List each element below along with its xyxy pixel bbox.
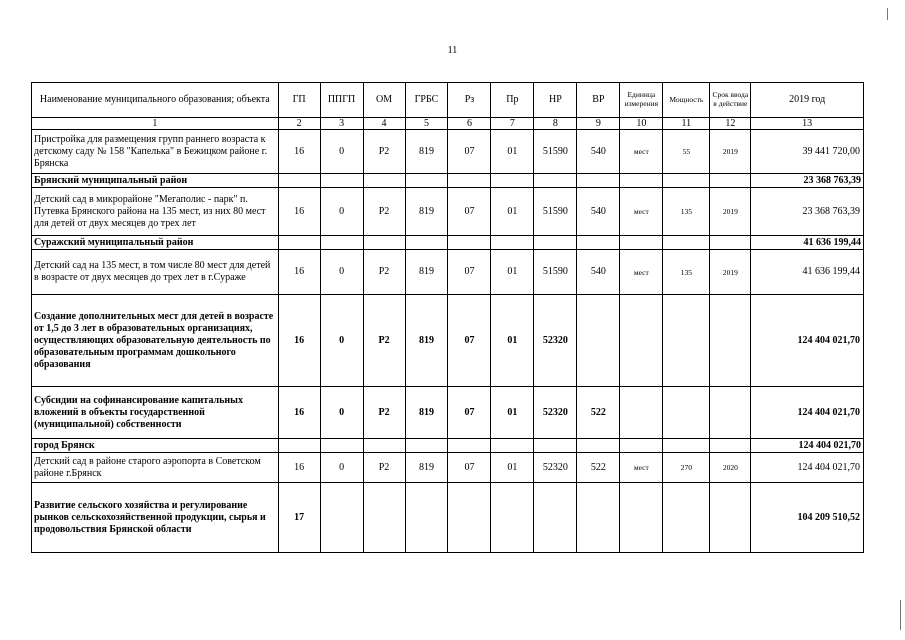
cell-gp: 16 bbox=[278, 387, 320, 439]
cell-rz: 07 bbox=[448, 295, 491, 387]
header-unit: Единица измерения bbox=[620, 83, 663, 118]
region-row bbox=[32, 236, 864, 250]
cell-om: Р2 bbox=[363, 188, 405, 236]
cell-vr bbox=[577, 483, 620, 553]
table-row bbox=[32, 387, 864, 439]
cell-nr: 52320 bbox=[534, 387, 577, 439]
cell-ppgp: 0 bbox=[320, 188, 363, 236]
header-nr: НР bbox=[534, 83, 577, 118]
cell-unit bbox=[620, 295, 663, 387]
cell-pr: 01 bbox=[491, 250, 534, 295]
cell-nr: 51590 bbox=[534, 188, 577, 236]
column-number: 5 bbox=[405, 118, 448, 130]
cell-vr: 522 bbox=[577, 453, 620, 483]
region-sum: 41 636 199,44 bbox=[751, 236, 864, 250]
cell-pr: 01 bbox=[491, 387, 534, 439]
cell-om: Р2 bbox=[363, 250, 405, 295]
cell-sum: 39 441 720,00 bbox=[751, 130, 864, 174]
header-ppgp: ППГП bbox=[320, 83, 363, 118]
column-number: 9 bbox=[577, 118, 620, 130]
cell-gp: 16 bbox=[278, 453, 320, 483]
cell-unit bbox=[620, 387, 663, 439]
cell-capacity bbox=[663, 387, 710, 439]
scan-edge-mark-top bbox=[887, 8, 888, 20]
column-number: 8 bbox=[534, 118, 577, 130]
cell-sum: 104 209 510,52 bbox=[751, 483, 864, 553]
cell-capacity bbox=[663, 295, 710, 387]
cell-unit: мест bbox=[620, 188, 663, 236]
cell-ppgp: 0 bbox=[320, 387, 363, 439]
cell-capacity bbox=[663, 483, 710, 553]
cell-grbs: 819 bbox=[405, 188, 448, 236]
cell-capacity: 135 bbox=[663, 188, 710, 236]
header-year-2019: 2019 год bbox=[751, 83, 864, 118]
cell-sum: 23 368 763,39 bbox=[751, 188, 864, 236]
cell-vr: 540 bbox=[577, 188, 620, 236]
object-name: Создание дополнительных мест для детей в возрасте от 1,5 до 3 лет в образовательных организациях, осуществляющих образовательную деятельность по образовательным программам дошкольного образования bbox=[32, 295, 279, 387]
cell-rz: 07 bbox=[448, 387, 491, 439]
cell-grbs bbox=[405, 483, 448, 553]
cell-gp: 16 bbox=[278, 295, 320, 387]
header-row bbox=[32, 83, 864, 118]
cell-year bbox=[710, 483, 751, 553]
column-number: 1 bbox=[32, 118, 279, 130]
cell-gp: 16 bbox=[278, 250, 320, 295]
cell-pr: 01 bbox=[491, 188, 534, 236]
cell-nr: 51590 bbox=[534, 250, 577, 295]
table-row bbox=[32, 453, 864, 483]
object-name: Детский сад в микрорайоне "Мегаполис - парк" п. Путевка Брянского района на 135 мест, из них 80 мест для детей от двух месяцев до трех лет bbox=[32, 188, 279, 236]
object-name: Пристройка для размещения групп раннего возраста к детскому саду № 158 "Капелька" в Бежицком районе г. Брянска bbox=[32, 130, 279, 174]
cell-unit bbox=[620, 483, 663, 553]
object-name: Детский сад на 135 мест, в том числе 80 мест для детей в возрасте от двух месяцев до трех лет в г.Сураже bbox=[32, 250, 279, 295]
column-number: 10 bbox=[620, 118, 663, 130]
cell-gp: 16 bbox=[278, 188, 320, 236]
header-vr: ВР bbox=[577, 83, 620, 118]
budget-table bbox=[31, 82, 864, 553]
cell-om: Р2 bbox=[363, 387, 405, 439]
header-grbs: ГРБС bbox=[405, 83, 448, 118]
cell-om bbox=[363, 483, 405, 553]
cell-grbs: 819 bbox=[405, 295, 448, 387]
cell-grbs: 819 bbox=[405, 250, 448, 295]
cell-unit: мест bbox=[620, 250, 663, 295]
column-number: 2 bbox=[278, 118, 320, 130]
cell-vr: 522 bbox=[577, 387, 620, 439]
cell-sum: 124 404 021,70 bbox=[751, 295, 864, 387]
cell-pr bbox=[491, 483, 534, 553]
region-sum: 124 404 021,70 bbox=[751, 439, 864, 453]
object-name: Детский сад в районе старого аэропорта в Советском районе г.Брянск bbox=[32, 453, 279, 483]
cell-sum: 124 404 021,70 bbox=[751, 387, 864, 439]
cell-rz: 07 bbox=[448, 453, 491, 483]
cell-pr: 01 bbox=[491, 453, 534, 483]
column-number-row bbox=[32, 118, 864, 130]
table-row bbox=[32, 130, 864, 174]
column-number: 6 bbox=[448, 118, 491, 130]
cell-ppgp: 0 bbox=[320, 453, 363, 483]
cell-capacity: 270 bbox=[663, 453, 710, 483]
cell-ppgp: 0 bbox=[320, 130, 363, 174]
cell-vr: 540 bbox=[577, 130, 620, 174]
cell-ppgp: 0 bbox=[320, 295, 363, 387]
cell-ppgp bbox=[320, 483, 363, 553]
cell-grbs: 819 bbox=[405, 130, 448, 174]
cell-pr: 01 bbox=[491, 130, 534, 174]
table-row bbox=[32, 250, 864, 295]
region-sum: 23 368 763,39 bbox=[751, 174, 864, 188]
cell-nr: 52320 bbox=[534, 453, 577, 483]
cell-sum: 41 636 199,44 bbox=[751, 250, 864, 295]
cell-pr: 01 bbox=[491, 295, 534, 387]
cell-rz: 07 bbox=[448, 130, 491, 174]
cell-om: Р2 bbox=[363, 130, 405, 174]
scan-edge-mark-right bbox=[900, 600, 901, 630]
table-row bbox=[32, 483, 864, 553]
column-number: 7 bbox=[491, 118, 534, 130]
cell-year bbox=[710, 387, 751, 439]
cell-grbs: 819 bbox=[405, 387, 448, 439]
column-number: 12 bbox=[710, 118, 751, 130]
cell-om: Р2 bbox=[363, 453, 405, 483]
cell-year: 2019 bbox=[710, 130, 751, 174]
header-om: ОМ bbox=[363, 83, 405, 118]
header-capacity: Мощность bbox=[663, 83, 710, 118]
header-pr: Пр bbox=[491, 83, 534, 118]
cell-year bbox=[710, 295, 751, 387]
cell-rz: 07 bbox=[448, 250, 491, 295]
region-row bbox=[32, 174, 864, 188]
cell-year: 2020 bbox=[710, 453, 751, 483]
cell-unit: мест bbox=[620, 130, 663, 174]
column-number: 11 bbox=[663, 118, 710, 130]
region-name: город Брянск bbox=[32, 439, 279, 453]
cell-gp: 16 bbox=[278, 130, 320, 174]
cell-vr: 540 bbox=[577, 250, 620, 295]
table-row bbox=[32, 295, 864, 387]
cell-nr: 52320 bbox=[534, 295, 577, 387]
header-rz: Рз bbox=[448, 83, 491, 118]
region-name: Брянский муниципальный район bbox=[32, 174, 279, 188]
cell-vr bbox=[577, 295, 620, 387]
cell-nr bbox=[534, 483, 577, 553]
cell-ppgp: 0 bbox=[320, 250, 363, 295]
header-name: Наименование муниципального образования; объекта bbox=[32, 83, 279, 118]
region-row bbox=[32, 439, 864, 453]
cell-year: 2019 bbox=[710, 250, 751, 295]
header-gp: ГП bbox=[278, 83, 320, 118]
cell-rz: 07 bbox=[448, 188, 491, 236]
cell-unit: мест bbox=[620, 453, 663, 483]
cell-nr: 51590 bbox=[534, 130, 577, 174]
page-number: 11 bbox=[447, 45, 458, 56]
cell-capacity: 135 bbox=[663, 250, 710, 295]
region-name: Суражский муниципальный район bbox=[32, 236, 279, 250]
column-number: 13 bbox=[751, 118, 864, 130]
cell-om: Р2 bbox=[363, 295, 405, 387]
cell-year: 2019 bbox=[710, 188, 751, 236]
cell-rz bbox=[448, 483, 491, 553]
cell-gp: 17 bbox=[278, 483, 320, 553]
object-name: Развитие сельского хозяйства и регулирование рынков сельскохозяйственной продукции, сырья и продовольствия Брянской области bbox=[32, 483, 279, 553]
column-number: 3 bbox=[320, 118, 363, 130]
cell-capacity: 55 bbox=[663, 130, 710, 174]
cell-grbs: 819 bbox=[405, 453, 448, 483]
table-row bbox=[32, 188, 864, 236]
object-name: Субсидии на софинансирование капитальных вложений в объекты государственной (муниципальной) собственности bbox=[32, 387, 279, 439]
header-commission-date: Срок ввода в действие bbox=[710, 83, 751, 118]
column-number: 4 bbox=[363, 118, 405, 130]
cell-sum: 124 404 021,70 bbox=[751, 453, 864, 483]
